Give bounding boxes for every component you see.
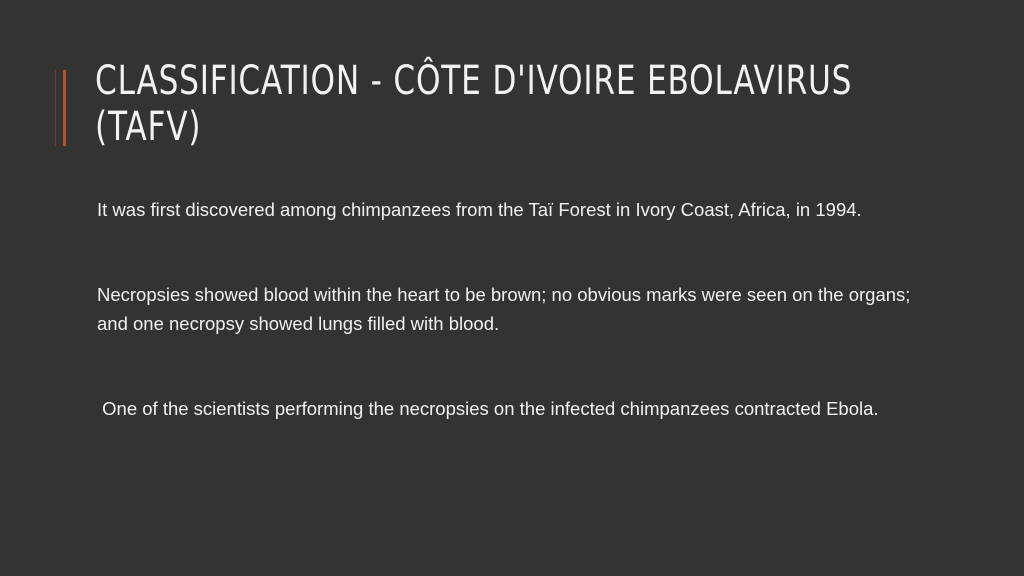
slide-title: CLASSIFICATION - CÔTE D'IVOIRE EBOLAVIRUS (TAFV): [95, 58, 853, 150]
accent-bar: [63, 70, 66, 146]
paragraph-scientist: One of the scientists performing the necropsies on the infected chimpanzees contracted Ebola.: [97, 398, 879, 419]
paragraph-discovery: It was first discovered among chimpanzees from the Taï Forest in Ivory Coast, Africa, in 1994.: [97, 199, 862, 220]
paragraph-necropsies: Necropsies showed blood within the heart to be brown; no obvious marks were seen on the organs; and one necropsy showed lungs filled with blood.: [97, 284, 911, 334]
accent-bar-thin: [55, 70, 56, 146]
slide-body: [97, 195, 917, 423]
